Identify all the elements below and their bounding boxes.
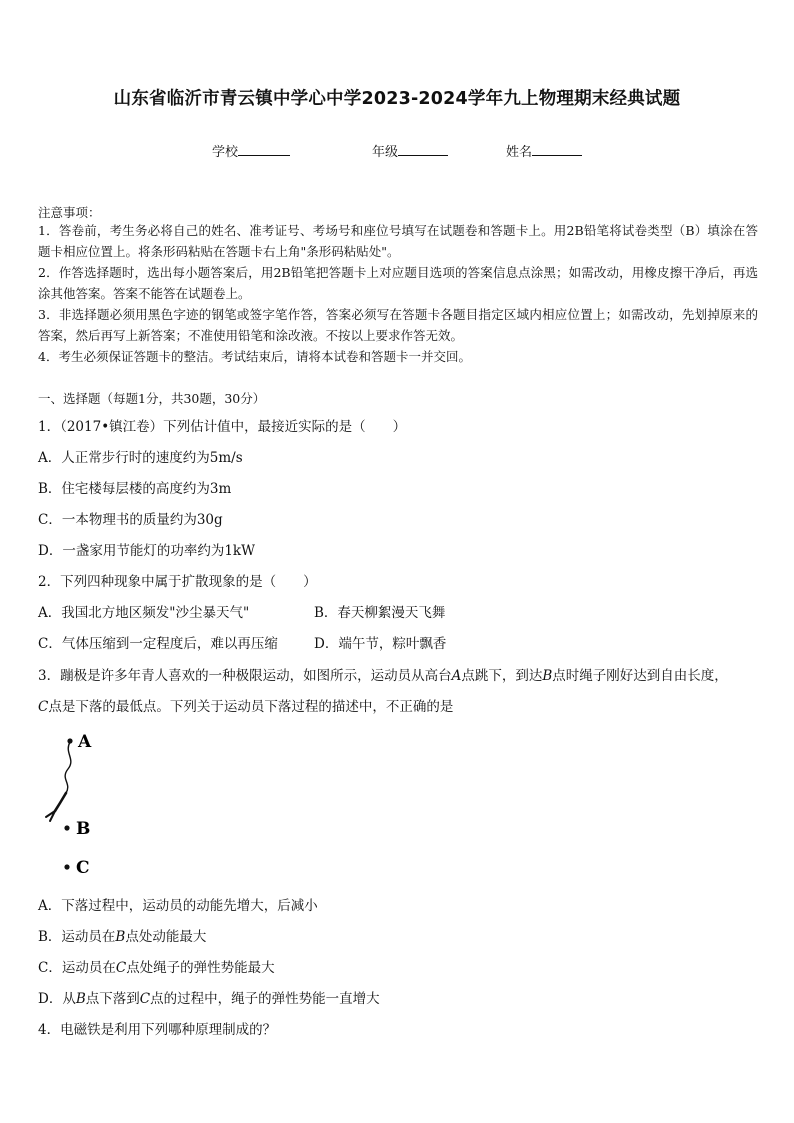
point-a-label: A bbox=[78, 732, 92, 752]
stem-text: 点跳下，到达 bbox=[461, 668, 543, 684]
option: A．我国北方地区频发"沙尘暴天气" bbox=[38, 605, 250, 621]
option-text: C．运动员在 bbox=[38, 960, 116, 976]
note-item: 3．非选择题必须用黑色字迹的钢笔或签字笔作答，答案必须写在答题卡各题目指定区域内相应位置上；如需改动，先划掉原来的答案，然后再写上新答案；不准使用铅笔和涂改液。不按以上要求作答无效。 bbox=[38, 307, 758, 343]
option: D．端午节，粽叶飘香 bbox=[314, 636, 447, 652]
school-label: 学校 bbox=[212, 145, 239, 160]
option bbox=[38, 925, 206, 945]
notes-heading: 注意事项： bbox=[38, 205, 101, 220]
note-item: 2．作答选择题时，选出每小题答案后，用2B铅笔把答题卡上对应题目选项的答案信息点涂黑；如需改动，用橡皮擦干净后，再选涂其他答案。答案不能答在试题卷上。 bbox=[38, 265, 758, 301]
school-field bbox=[212, 141, 290, 160]
option: B．住宅楼每层楼的高度约为3m bbox=[38, 481, 232, 497]
option bbox=[38, 987, 380, 1007]
option: D．一盏家用节能灯的功率约为1kW bbox=[38, 543, 255, 559]
section-heading: 一、选择题（每题1分，共30题，30分） bbox=[38, 391, 266, 406]
var-c: C bbox=[139, 991, 151, 1007]
stem-text: 3．蹦极是许多年青人喜欢的一种极限运动，如图所示，运动员从高台 bbox=[38, 668, 452, 684]
stem-text: 点是下落的最低点。下列关于运动员下落过程的描述中，不正确的是 bbox=[48, 699, 454, 715]
option-text: 点下落到 bbox=[85, 991, 140, 1007]
grade-label: 年级 bbox=[372, 145, 399, 160]
option-text: 点处动能最大 bbox=[125, 929, 207, 945]
var-c: C bbox=[115, 960, 127, 976]
var-a: A bbox=[451, 668, 462, 684]
option bbox=[38, 956, 275, 976]
var-b: B bbox=[75, 991, 86, 1007]
name-blank bbox=[532, 142, 582, 156]
option-text: B．运动员在 bbox=[38, 929, 116, 945]
question-stem: 1．（2017•镇江卷）下列估计值中，最接近实际的是（ ） bbox=[38, 419, 407, 435]
option: C．气体压缩到一定程度后，难以再压缩 bbox=[38, 636, 278, 652]
var-b: B bbox=[115, 929, 126, 945]
point-b-label: B bbox=[76, 819, 91, 839]
point-c-label: C bbox=[76, 858, 90, 878]
var-c: C bbox=[38, 699, 49, 715]
option: B．春天柳絮漫天飞舞 bbox=[314, 605, 446, 621]
question-stem-cont bbox=[38, 695, 453, 715]
note-item: 1．答卷前，考生务必将自己的姓名、准考证号、考场号和座位号填写在试题卷和答题卡上。用2B铅笔将试卷类型（B）填涂在答题卡相应位置上。将条形码粘贴在答题卡右上角"条形码粘贴处"。 bbox=[38, 223, 758, 259]
name-label: 姓名 bbox=[506, 145, 533, 160]
question-stem: 2．下列四种现象中属于扩散现象的是（ ） bbox=[38, 574, 317, 590]
option-text: 点处绳子的弹性势能最大 bbox=[126, 960, 275, 976]
grade-field bbox=[372, 141, 448, 160]
option-text: 点的过程中，绳子的弹性势能一直增大 bbox=[150, 991, 380, 1007]
grade-blank bbox=[398, 142, 448, 156]
var-b: B bbox=[542, 668, 553, 684]
note-item: 4．考生必须保证答题卡的整洁。考试结束后，请将本试卷和答题卡一并交回。 bbox=[38, 349, 471, 364]
option: A．人正常步行时的速度约为5m/s bbox=[38, 450, 243, 466]
option: A．下落过程中，运动员的动能先增大，后减小 bbox=[38, 898, 318, 914]
option-text: D．从 bbox=[38, 991, 76, 1007]
bungee-figure bbox=[38, 725, 118, 885]
option: C．一本物理书的质量约为30g bbox=[38, 512, 223, 528]
school-blank bbox=[238, 142, 290, 156]
question-stem bbox=[38, 664, 728, 684]
question-stem: 4．电磁铁是利用下列哪种原理制成的？ bbox=[38, 1022, 277, 1038]
stem-text: 点时绳子刚好达到自由长度， bbox=[552, 668, 728, 684]
page-title: 山东省临沂市青云镇中学心中学2023-2024学年九上物理期末经典试题 bbox=[113, 89, 681, 109]
name-field bbox=[506, 141, 582, 160]
